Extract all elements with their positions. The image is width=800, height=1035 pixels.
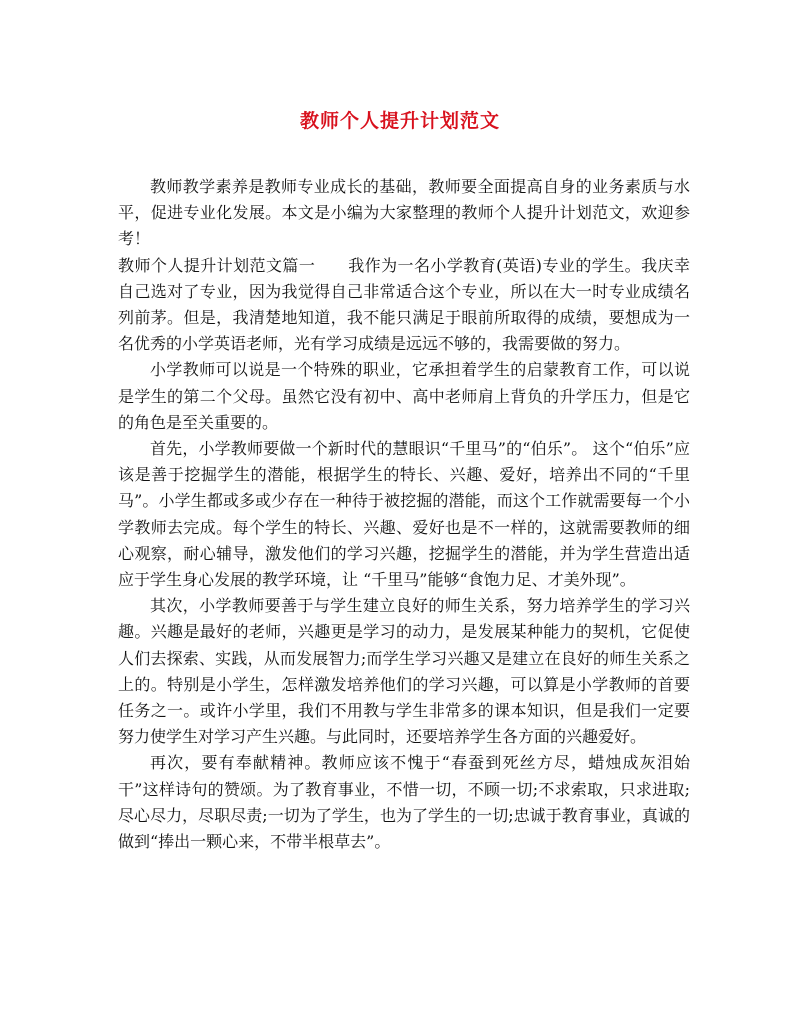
- paragraph-section-one: 教师个人提升计划范文篇一 我作为一名小学教育(英语)专业的学生。我庆幸自己选对了专业，因为我觉得自己非常适合这个专业，所以在大一时专业成绩名列前茅。但是，我清楚地知道，我不能只满足于眼前所取得的成绩，要想成为一名优秀的小学英语老师，光有学习成绩是远远不够的，我需要做的努力。: [118, 255, 690, 354]
- document-body: [118, 174, 690, 855]
- paragraph-third: 再次，要有奉献精神。教师应该不愧于“春蚕到死丝方尽，蜡烛成灰泪始干”这样诗句的赞颂。为了教育事业，不惜一切，不顾一切;不求索取，只求进取;尽心尽力，尽职尽责;一切为了学生，也为了学生的一切;忠诚于教育事业，真诚的做到“捧出一颗心来，不带半根草去”。: [118, 753, 690, 852]
- paragraph-second: 其次，小学教师要善于与学生建立良好的师生关系，努力培养学生的学习兴趣。兴趣是最好的老师，兴趣更是学习的动力，是发展某种能力的契机，它促使人们去探索、实践，从而发展智力;而学生学习兴趣又是建立在良好的师生关系之上的。特别是小学生，怎样激发培养他们的学习兴趣，可以算是小学教师的首要任务之一。或许小学里，我们不用教与学生非常多的课本知识，但是我们一定要努力使学生对学习产生兴趣。与此同时，还要培养学生各方面的兴趣爱好。: [118, 596, 690, 747]
- paragraph-first: 首先，小学教师要做一个新时代的慧眼识“千里马”的“伯乐”。 这个“伯乐”应该是善于挖掘学生的潜能，根据学生的特长、兴趣、爱好，培养出不同的“千里马”。小学生都或多或少存在一种待于被挖掘的潜能，而这个工作就需要每一个小学教师去完成。每个学生的特长、兴趣、爱好也是不一样的，这就需要教师的细心观察，耐心辅导，激发他们的学习兴趣，挖掘学生的潜能，并为学生营造出适应于学生身心发展的教学环境，让 “千里马”能够“食饱力足、才美外现”。: [118, 439, 690, 590]
- paragraph-special-profession: 小学教师可以说是一个特殊的职业，它承担着学生的启蒙教育工作，可以说是学生的第二个父母。虽然它没有初中、高中老师肩上背负的升学压力，但是它的角色是至关重要的。: [118, 360, 690, 432]
- paragraph-intro: 教师教学素养是教师专业成长的基础，教师要全面提高自身的业务素质与水平，促进专业化发展。本文是小编为大家整理的教师个人提升计划范文，欢迎参考！: [118, 177, 690, 249]
- document-title: 教师个人提升计划范文: [299, 110, 500, 132]
